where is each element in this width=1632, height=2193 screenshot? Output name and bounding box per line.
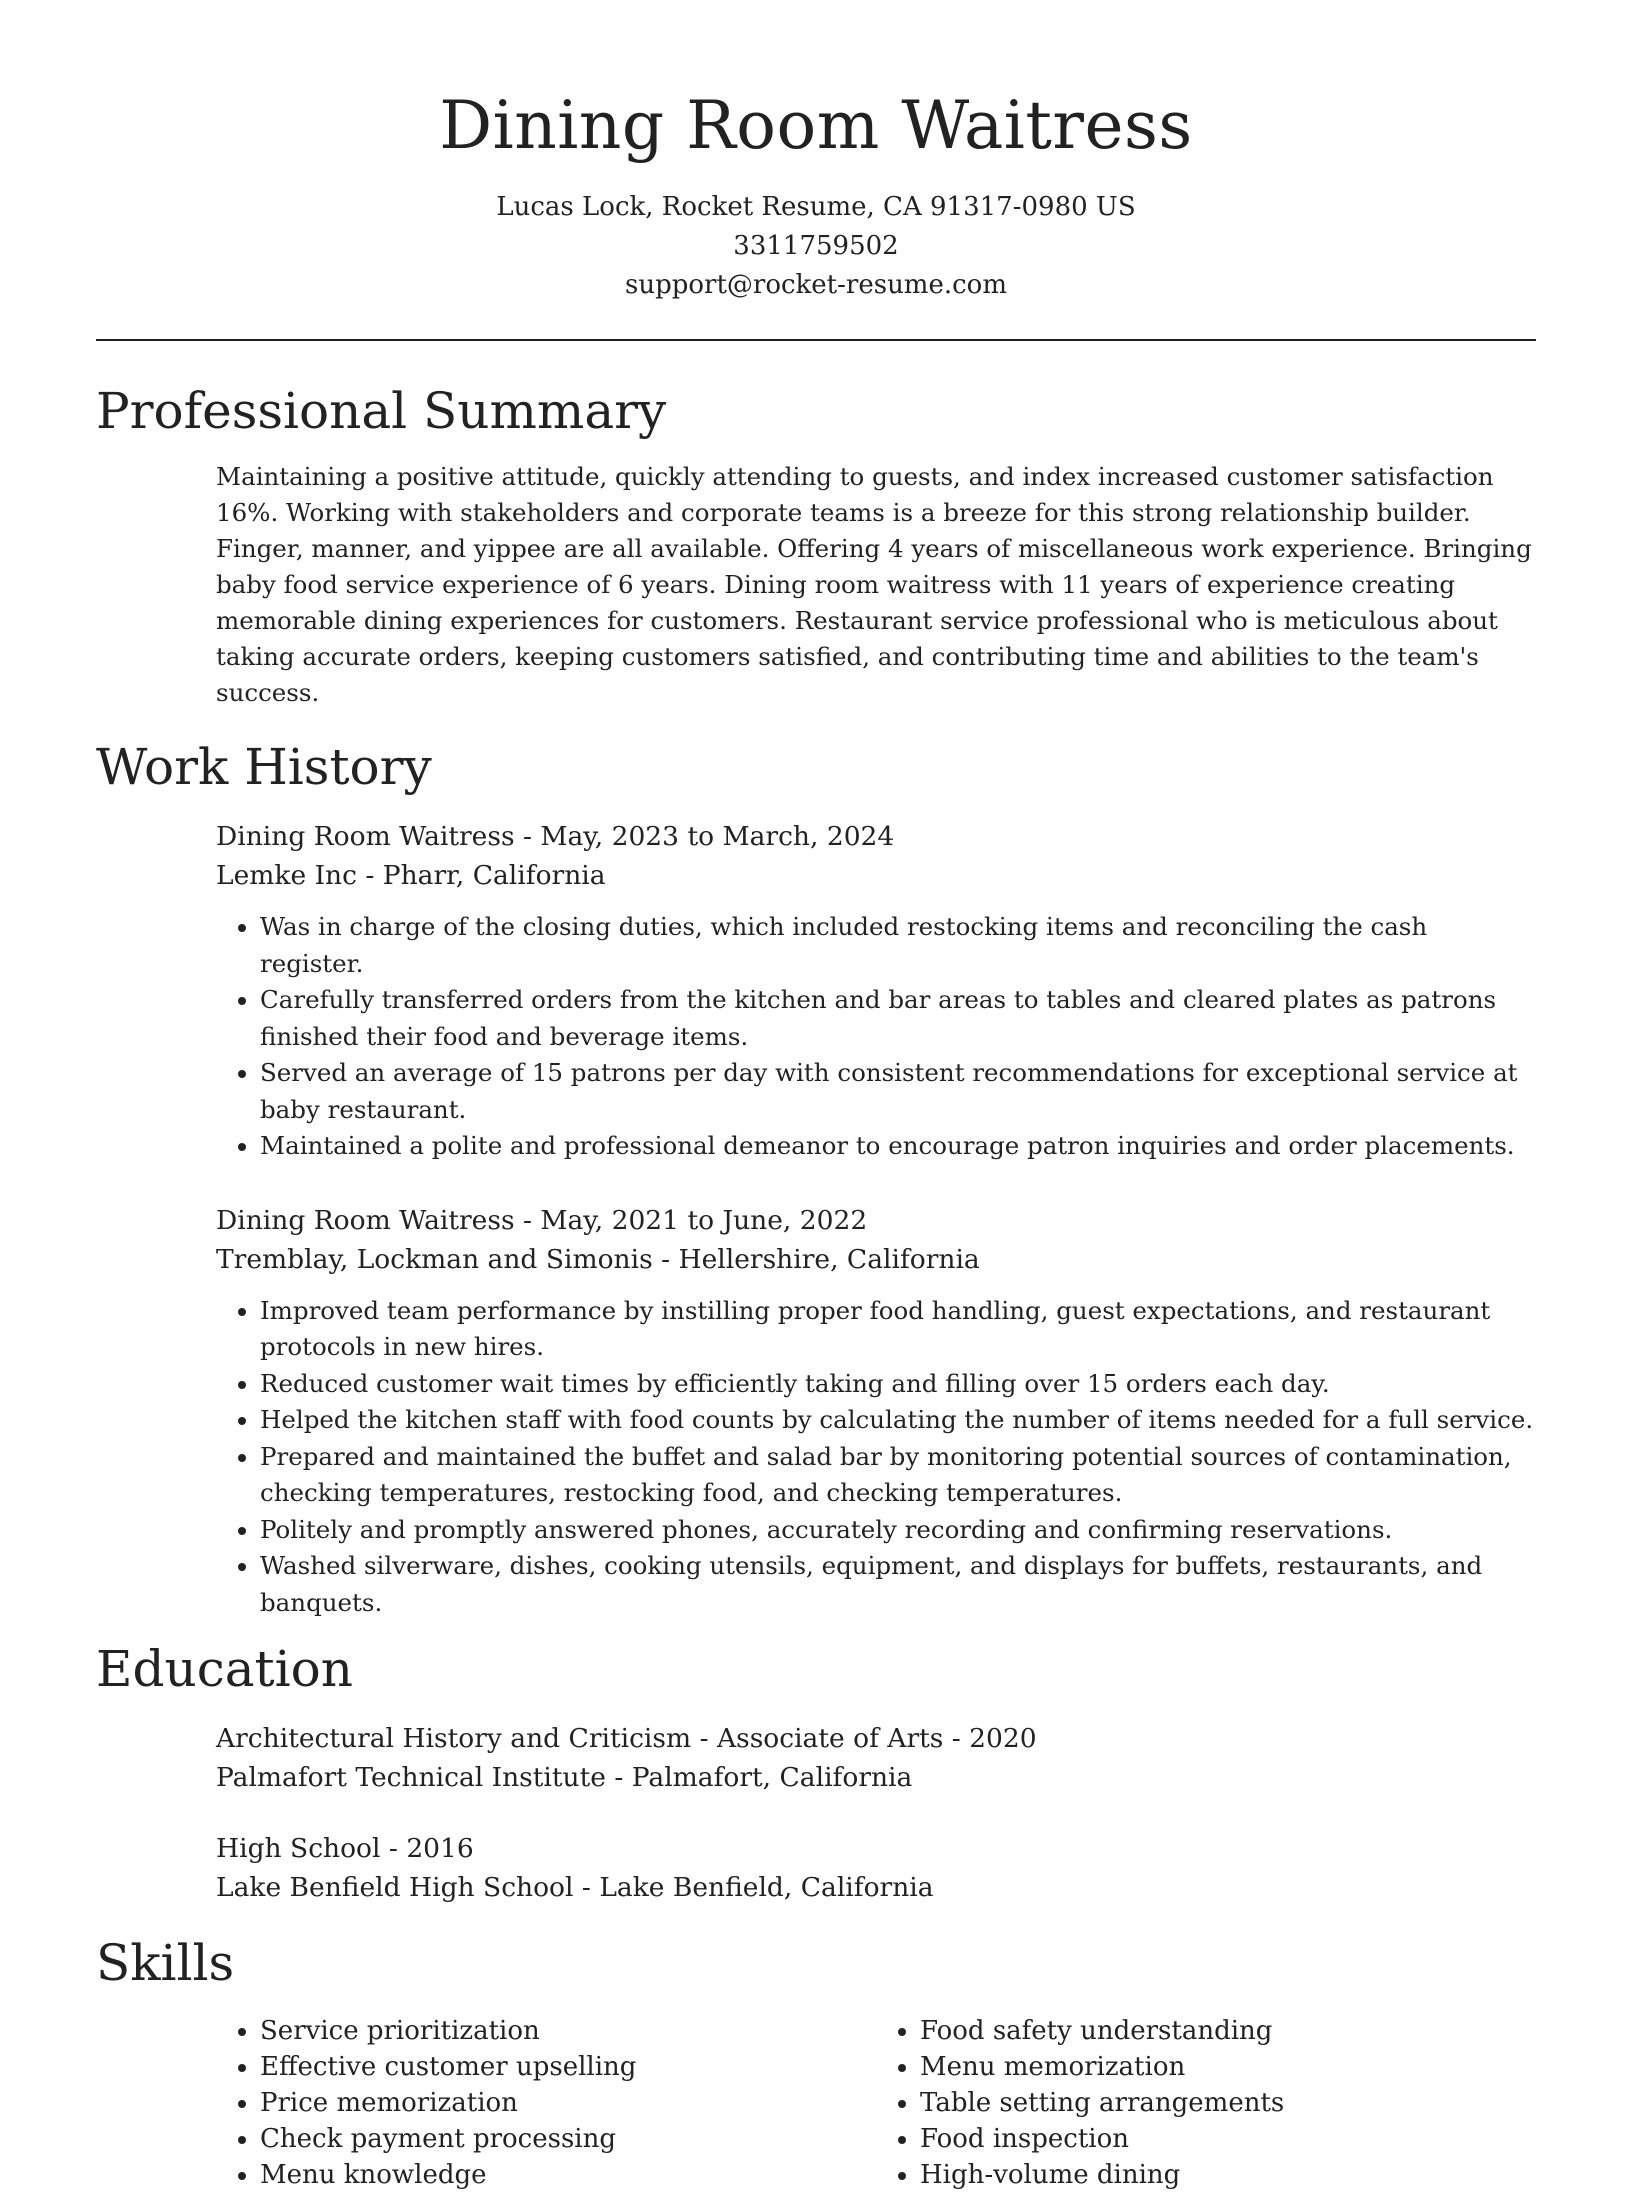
education-school-line: Lake Benfield High School - Lake Benfield, California xyxy=(216,1872,934,1903)
job-bullet: • Improved team performance by instilling proper food handling, guest expectations, and restaurant protocols in new hires. xyxy=(260,1293,1536,1366)
education-school: Palmafort Technical Institute xyxy=(216,1762,606,1793)
job-bullet-list xyxy=(216,1293,1536,1622)
contact-email: support@rocket-resume.com xyxy=(624,270,1007,300)
education-field: Architectural History and Criticism xyxy=(216,1723,692,1754)
job-bullet: • Served an average of 15 patrons per day with consistent recommendations for exceptional service at baby restaurant. xyxy=(260,1055,1536,1128)
job-role: Dining Room Waitress xyxy=(216,821,515,852)
job-title-line: Dining Room Waitress - May, 2021 to June, 2022 xyxy=(216,1204,868,1236)
job-company: Tremblay, Lockman and Simonis xyxy=(216,1243,653,1275)
contact-phone: 3311759502 xyxy=(733,231,899,261)
job-bullet-list xyxy=(216,909,1536,1165)
education-year: 2020 xyxy=(969,1723,1037,1754)
skills-column-right xyxy=(876,2013,1536,2193)
job-location: Pharr, California xyxy=(382,860,606,891)
skill-item: • Food safety understanding xyxy=(920,2013,1536,2049)
job-dates: May, 2023 to March, 2024 xyxy=(540,821,895,852)
job-company-line: Tremblay, Lockman and Simonis - Hellershire, California xyxy=(216,1243,980,1275)
job-bullet: • Carefully transferred orders from the kitchen and bar areas to tables and cleared plates as patrons finished their food and beverage items. xyxy=(260,982,1536,1055)
skill-item: • Check payment processing xyxy=(260,2121,876,2157)
summary-text: Maintaining a positive attitude, quickly attending to guests, and index increased customer satisfaction 16%. Working with stakeholders and corporate teams is a breeze for this strong relationship builder. Finger, manner, and yippee are all available. Offering 4 years of miscellaneous work experience. Bringing baby food service experience of 6 years. Dining room waitress with 11 years of experience creating memorable dining experiences for customers. Restaurant service professional who is meticulous about taking accurate orders, keeping customers satisfied, and contributing time and abilities to the team's success. xyxy=(216,462,1532,707)
education-location: Lake Benfield, California xyxy=(599,1872,934,1903)
section-title-education: Education xyxy=(96,1640,353,1698)
section-title-summary: Professional Summary xyxy=(96,382,667,440)
job-bullet: • Washed silverware, dishes, cooking utensils, equipment, and displays for buffets, restaurants, and banquets. xyxy=(260,1548,1536,1621)
job-bullet: • Politely and promptly answered phones, accurately recording and confirming reservations. xyxy=(260,1512,1536,1549)
job-location: Hellershire, California xyxy=(678,1243,980,1275)
contact-info xyxy=(96,188,1536,305)
skills-grid xyxy=(216,2013,1536,2193)
skill-item: • Table setting arrangements xyxy=(920,2085,1536,2121)
job-bullet: • Helped the kitchen staff with food counts by calculating the number of items needed for a full service. xyxy=(260,1402,1536,1439)
education-degree-line: Architectural History and Criticism - Associate of Arts - 2020 xyxy=(216,1723,1037,1754)
resume-header xyxy=(96,0,1536,341)
skill-item: • Menu knowledge xyxy=(260,2157,876,2193)
section-title-work-history: Work History xyxy=(96,738,432,796)
skill-item: • Menu memorization xyxy=(920,2049,1536,2085)
education-location: Palmafort, California xyxy=(631,1762,913,1793)
skill-item: • Price memorization xyxy=(260,2085,876,2121)
job-role: Dining Room Waitress xyxy=(216,1204,515,1236)
education-school: Lake Benfield High School xyxy=(216,1872,574,1903)
job-company-line: Lemke Inc - Pharr, California xyxy=(216,860,606,891)
skill-item: • Food inspection xyxy=(920,2121,1536,2157)
skills-column-left xyxy=(216,2013,876,2193)
job-bullet: • Maintained a polite and professional demeanor to encourage patron inquiries and order placements. xyxy=(260,1128,1536,1165)
education-school-line: Palmafort Technical Institute - Palmafort, California xyxy=(216,1762,913,1793)
education-entry xyxy=(216,1829,1536,1907)
header-divider xyxy=(96,339,1536,341)
resume-title: Dining Room Waitress xyxy=(439,87,1193,164)
job-title-line: Dining Room Waitress - May, 2023 to March, 2024 xyxy=(216,821,895,852)
job-bullet: • Prepared and maintained the buffet and salad bar by monitoring potential sources of contamination, checking temperatures, restocking food, and checking temperatures. xyxy=(260,1439,1536,1512)
skill-item: • High-volume dining xyxy=(920,2157,1536,2193)
section-title-skills: Skills xyxy=(96,1934,235,1992)
education-year: 2016 xyxy=(406,1833,474,1864)
education-degree-line: High School - 2016 xyxy=(216,1833,474,1864)
job-bullet: • Was in charge of the closing duties, which included restocking items and reconciling the cash register. xyxy=(260,909,1536,982)
job-company: Lemke Inc xyxy=(216,860,357,891)
education-field: High School xyxy=(216,1833,381,1864)
resume-page xyxy=(96,0,1536,2193)
skill-item: • Effective customer upselling xyxy=(260,2049,876,2085)
education-entry xyxy=(216,1719,1536,1797)
job-entry xyxy=(216,817,1536,1165)
education-degree: Associate of Arts xyxy=(716,1723,944,1754)
job-entry xyxy=(216,1201,1536,1622)
job-bullet: • Reduced customer wait times by efficiently taking and filling over 15 orders each day. xyxy=(260,1366,1536,1403)
job-dates: May, 2021 to June, 2022 xyxy=(540,1204,868,1236)
contact-address: Lucas Lock, Rocket Resume, CA 91317-0980 US xyxy=(496,192,1136,222)
skill-item: • Service prioritization xyxy=(260,2013,876,2049)
